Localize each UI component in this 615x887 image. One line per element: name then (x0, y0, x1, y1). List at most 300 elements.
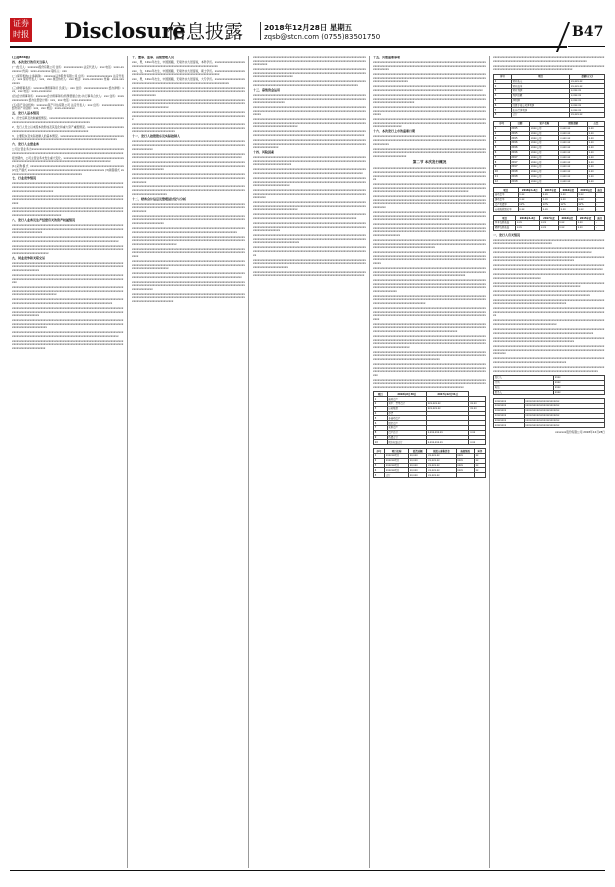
table-cell: xx,xxx (409, 468, 427, 473)
section-subheading: 九、同业竞争和关联交易 (12, 255, 46, 260)
body-paragraph: xxxxxxxxxxxxxxxxxxxxxxxxxxxxxxxxxxxxxxxxxxxxxxxxxxxxxxxxxxxxxxxxxxxxxxxxxxxxxxxxxxxxxxxxxxxxxxxxxxxxxxxxxxxxxxxxxxxxxxxx (493, 63, 605, 72)
table-cell: xxxx (554, 380, 605, 385)
body-paragraph: xxxxxxxxxxxxxxxxxxxxxxxxxxxxxxxxxxxxxxxxxxxxxxxxxxxxxxxxxxxxxxxxxxxxxxxxxxxxxxxxxxxxxxxxxxxxxxxxxxxxxxxxxxxxxxxxxxxxxxxxxxxxxxxxxxxxxxxxxxxxxxxxxxxxxxx (132, 201, 245, 213)
table-cell: 4 (494, 141, 511, 146)
body-paragraph: 报告期内，公司主营业务未发生重大变化。xxxxxxxxxxxxxxxxxxxxxxxxxxxxxxxxxxxxxxxxxxxxxxxxxxxxxxxxxxxxxxxxxxxxxxxxxxxxxxxxxxxxxxxxxxxxxxxxxxxx (12, 155, 124, 164)
body-paragraph: xxxxxxxxxxxxxxxxxxxxxxxxxxxxxxxxxxxxxxxxxxxxxxxxxxxxxxxxxxxxxxxxxxxxxxxxxxxxxxxxxxxxxxxxxxxxxxxxxxxxxxxxxxxxxxxxxxxxxxxxxxxxxxxxxxxxxxxxxxxxxxxxxx (132, 246, 245, 258)
table-cell: xxxx公司 (530, 155, 559, 160)
table-cell: xxxxxxxxxxxxxxxxxxxxxxxx (524, 423, 604, 428)
table-header-cell: 2015年度 (577, 188, 595, 193)
body-paragraph: xxxxxxxxxxxxxxxxxxxxxxxxxxxxxxxxxxxxxxxxxxxxxxxxxxxxxxxxxxxxxxxxxxxxxxxxxxxxxxxxxxxxxxxxxxxxxxxxxxxxxxxxxxxxxxxxxxxxxxxxxxxxxxxxxxxxxxxxx (12, 235, 124, 243)
body-paragraph: xxxxxxxxxxxxxxxxxxxxxxxxxxxxxxxxxxxxxxxxxxxxxxxxxxxxxxxxxxxxxxxxxxxxxxxxxxxxxxxxxxxxxxxxxxxxxxxxxxxxxxxxxxxxxxxxxxxxxxxxxxxxxxxxxxxxxxxxxxxxxxxxxxxxxxxxxxxxxxxxxx (132, 160, 245, 172)
table-cell: xx,xxx.xx (427, 463, 456, 468)
section-subheading: 十一、发行人控股股东及实际控制人 (132, 134, 181, 139)
signature-line: xxxxxxx股份有限公司 2018年12月28日 (555, 430, 605, 435)
body-paragraph: xxxxxxxxxxxxxxxxxxxxxxxxxxxxxxxxxxxxxxxxxxxxxxxxxxxxxxxxxxxxxxxxxxxxxxxxxxxxxxxxxxxxxxxxxxxxxxxxxxxxxxxxxxxxxxxxxxxxxxxxxxxxxxxxxxxxxxxxxxxxxxxxxxxxxxxxxxxxxx (253, 138, 366, 150)
table-cell: 合计 (511, 113, 569, 118)
body-paragraph: xxxxxxxxxxxxxxxxxxxxxxxxxxxxxxxxxxxxxxxxxxxxxxxxxxxxxxxxxxxxxxxxxxxxxxxxxxxxxxxxxxxxxxxxxxxxxxxxxxxxxxxxxxxxxxxxxxxxxxxxx (493, 254, 605, 263)
table-cell: xxxxxx项目 (385, 458, 409, 463)
table-cell: x,xxx.xx (570, 93, 605, 98)
table-cell: xxx,xxx.xx (426, 402, 468, 407)
table-cell: x.xx (516, 225, 540, 230)
body-paragraph: xxxxxxxxxxxxxxxxxxxxxxxxxxxxxxxxxxxxxxxxxxxxxxxxxxxxxxxxxxxxxxxxxxxxxxxxxxxxxxxxxxxxxxxxxxxxxxxxxxxxxxxxxxxxxxxxxxxxxxxxxxxxxxxxxxxxxxxxxxxxxxxxxxxxxxxxxxxxxxxxxxxxxxxx (373, 92, 486, 105)
contact-line: zqsb@stcn.com (0755)83501750 (264, 33, 381, 41)
table-header-cell: 序号 (494, 74, 512, 79)
body-paragraph: (四)会计师事务所：xxxxxxx会计师事务所(特殊普通合伙) 执行事务合伙人：xxx 住所：xxxxxxxxxxxxxx 经办注册会计师：xxx、xxx 电话：xxxx-xxxxxxxx (12, 94, 124, 102)
table-header-cell: 备注 (595, 188, 604, 193)
table-cell: xx (474, 454, 485, 459)
body-paragraph: 2、发行人设立以来股本的形成及其变化和重大资产重组情况。xxxxxxxxxxxxxxxxxxxxxxxxxxxxxxxxxxxxxxxxxxxxxxxxxxxxxxxxxxxxxxxxxxxxxxx (12, 125, 124, 133)
table-cell: xx (474, 463, 485, 468)
table-cell: xx% (541, 202, 559, 207)
text-column-5 (493, 56, 605, 866)
table-cell: x.xx (576, 225, 594, 230)
body-paragraph: xxxxxxxxxxxxxxxxxxxxxxxxxxxxxxxxxxxxxxxxxxxxxxxxxxxxxxxxxxxxxxxxxxxxxxxxxxxxxxxxxxxxxxxxxxxxxxxxxxxxxxxxxxxxxxxxxxxxxxxxxxxxxxxxxxxxxxxxxxxxxxxxxxxxxxxxxxxxx (12, 260, 124, 273)
financial-ratio-table (493, 187, 605, 212)
table-cell: 10 (494, 169, 511, 174)
table-cell: x,xxx,xxx.xx (426, 440, 468, 445)
earnings-per-share-table (493, 215, 605, 230)
table-cell: - (595, 225, 605, 230)
table-header-cell: 备注 (595, 216, 605, 221)
body-paragraph: xxxxxxxxxxxxxxxxxxxxxxxxxxxxxxxxxxxxxxxxxxxxxxxxxxxxxxxxxxxxxxxxxxxxxxxxxxxxxxxxxxxxxxxxxxxxxxxxxxxxxxxxxxxxxxxxxxxxxxxxxxxxxxxxxxxxxxxxxxxxxxxxxxxxxxxxxxxxxxxxxxxxxxxxxx (132, 234, 245, 246)
table-cell: 速动比率 (494, 197, 519, 202)
table-cell: xxxx公司 (530, 169, 559, 174)
table-cell: xxxx公司 (530, 126, 559, 131)
body-paragraph: xxx，男，19xx年出生，中国国籍，无境外永久居留权，本科学历。xxxxxxxxxxxxxxxxxxxxxxxxxxxxxxxxxxxxxxxxxxxxxxxxxxxxxxxxxxxxxxxxxxxxxxxxx (132, 59, 245, 68)
body-paragraph: xxxxxxxxxxxxxxxxxxxxxxxxxxxxxxxxxxxxxxxxxxxxxxxxxxxxxxxxxxxxxxxxxxxxxxxxxxxxxxxxxxxxxxxxxxxxxxxxxxxxxxxxxxxxxxxxxxxxxxxxxxxxxxxxxxxxxxxxxxxxxxxxxxxxxxxxxxxxxxxxxxxxxxxxxxxxxxxxxxxxxxxxxxxxxxxxxxxxxxxxxxxxxxxxxxxxxxxxxxxxx (373, 194, 486, 210)
table-cell: 2 (494, 131, 511, 136)
table-cell: x,xxx.xx (559, 141, 587, 146)
table-row (494, 113, 605, 118)
table-cell: x.xx (576, 221, 594, 226)
table-cell: 8 (494, 113, 512, 118)
body-paragraph: xxxxxxxxxxxxxxxxxxxxxxxxxxxxxxxxxxxxxxxxxxxxxxxxxxxxxxxxxxxxxxxxxxxxxxxxxxxxxxxxxxxxxxxxxxxxxxxxxxxxxxxxxxxxxxxxxxxxxxxxxxxxxxxxxxxxxxxxxxxxx (253, 269, 366, 278)
table-cell: - (595, 207, 604, 212)
table-cell: x.xx (587, 136, 604, 141)
body-paragraph: xxxxxxxxxxxxxxxxxxxxxxxxxxxxxxxxxxxxxxxxxxxxxxxxxxxxxxxxxxxxxxxxxxxxxxxxxxxxxxxxxxxxxxxxxxxxxxxxxxxxxxxxxxxxxxxxxxxxxxxxxxxxxxxxxxxxxxxxxxx (493, 263, 605, 271)
column-divider (489, 56, 490, 868)
table-header-cell: 环评 (474, 449, 485, 454)
table-header-cell: 客户名称 (530, 121, 559, 126)
body-paragraph: xxxxxxxxxxxxxxxxxxxxxxxxxxxxxxxxxxxxxxxxxxxxxxxxxxxxxxxxxxxxxxxxxxxxxxxxxxxxxxxxxxxxxxxxxxxxxxxxxxxxxxxxxxxxxxxxxxxxxxxxxxxxxxxxxxxxxxxxxxxxxxxxxxxxxxxxxxxxxxxxxxxxxxxxxxxxxxxxxxxxxxxx (373, 349, 486, 361)
body-paragraph: xxxxxxxxxxxxxxxxxxxxxxxxxxxxxxxxxxxxxxxxxxxxxxxxxxxxxxxxxxxxxxxxxxxxxxxxxxxxxxxxxxxxxxxxxxxxxxxxxxxxxxxxxxxxxxxxxxxxxxxxxxxxxxxxxxxxxxxxxxxxxxxxxxxxxxxxxxxxxxxxx (12, 338, 124, 351)
table-cell: x.xx (587, 179, 604, 184)
column-divider (248, 56, 249, 868)
table-cell: xxxx (456, 468, 474, 473)
table-cell: x.xx (559, 193, 577, 198)
body-paragraph: xxxxxxxxxxxxxxxxxxxxxxxxxxxxxxxxxxxxxxxxxxxxxxxxxxxxxxxxxxxxxxxxxxxxxxxxxxxxxxxxxxxxxxxxxxxxxxxxxxxxxxxxxxxxxxxxxxxxxxxxxxxxxxxxxxxxxxxxxxxxxxxxxxxxxxxxxxxxxxxxxxxxxxxx (132, 291, 245, 304)
section-subheading: (上接B46版) (12, 56, 31, 59)
table-header-cell: 2017年12月31日 (426, 392, 468, 397)
table-row (374, 440, 486, 445)
table-cell: xxxxxxxx (494, 423, 525, 428)
body-paragraph: 1、历史沿革及改制重组情况。xxxxxxxxxxxxxxxxxxxxxxxxxxxxxxxxxxxxxxxxxxxxxxxxxxxxxxxxxxxxxxxxxxxxxxxxxxxxxxxxxxxxxxxxxxxxxxxx (12, 116, 124, 125)
table-cell: xxxxxxxxxxxxxxxxxxxxxxxx (524, 413, 604, 418)
table-cell: x.xx (541, 197, 559, 202)
table-cell: 5 (494, 98, 512, 103)
table-cell: xxxxxx项目 (385, 463, 409, 468)
body-paragraph: xxxxxxxxxxxxxxxxxxxxxxxxxxxxxxxxxxxxxxxxxxxxxxxxxxxxxxxxxxxxxxxxxxxxxxxxxxxxxxxxxxxxxxxxxxxxxxxxxxxxxxxxxxxxxxxxxxxxxxxxxxxxxxxxxxxxxxxxxxxxxxxxxxxxxxxxxxxxxxxxxxxxxxxxxxxxxxxxxxxxxxxxxxxxxxxxxxxxxxxxxxxxxxxxxxxxxxx (373, 166, 486, 182)
table-cell: xxxxxxxx (494, 404, 525, 409)
table-cell: x,xxx.xx (570, 103, 605, 108)
body-paragraph: xxxxxxxxxxxxxxxxxxxxxxxxxxxxxxxxxxxxxxxxxxxxxxxxxxxxxxxxxxxxxxxxxxxxxxxxxxxxxxxxxxxxxxxxxxxxxxxxxxxxxxxxxxxxxxxxxxxxxxxxxxxxxxxxxxxxxxxxxxxxxxxxxxxx (493, 344, 605, 356)
table-cell: 利润总额 (511, 93, 569, 98)
table-cell: 6 (494, 103, 512, 108)
table-cell: xxxxxxxx (494, 399, 525, 404)
table-cell: xxxx公司 (530, 165, 559, 170)
table-cell: 10 (374, 440, 388, 445)
body-paragraph: xxxxxxxxxxxxxxxxxxxxxxxxxxxxxxxxxxxxxxxxxxxxxxxxxxxxxxxxxxxxxxxxxxxxxxxxxxxxxxxxxxxxxxxxxxxxxxxxxxxxxxxxxxxxxxxxxxxxxxxxxxxxxxxxxxxxxxxxxxxxxxxxxxxxxxxxxxx (132, 279, 245, 291)
body-paragraph: xxxxxxxxxxxxxxxxxxxxxxxxxxxxxxxxxxxxxxxxxxxxxxxxxxxxxxxxxxxxxxxxxxxxxxxxxxxxxxxxxxxxxxxxxxxxxxxxxxxxxxxxxxxxxxxxxxxxxxxxxxxxxxxxxxxxxxxxxxxxxxxxxxxxxxxx (373, 59, 486, 72)
table-cell: x.xx (558, 225, 576, 230)
body-paragraph: xxxxxxxxxxxxxxxxxxxxxxxxxxxxxxxxxxxxxxxxxxxxxxxxxxxxxxxxxxxxxxxxxxxxxxxxxxxxxxxxxxxxxxxxxxxxxxxxxxxx (493, 271, 605, 280)
body-paragraph: xxxxxxxxxxxxxxxxxxxxxxxxxxxxxxxxxxxxxxxxxxxxxxxxxxxxxxxxxxxxxxxxxxxxxxxxxxxxxxxxxxxxxxxxxxxxxxxxxxxxxxxxxxxxxxxxxxxxxxxxxxxxxxxxxxxxxxxxxxxxxxxxxxxxxxxx (373, 134, 486, 146)
table-cell: 应收账款周转率 (494, 207, 519, 212)
table-cell: x.xx (587, 126, 604, 131)
table-cell: - (595, 221, 605, 226)
body-paragraph: xxxxxxxxxxxxxxxxxxxxxxxxxxxxxxxxxxxxxxxxxxxxxxxxxxxxxxxxxxxxxxxxxxxxxxxxxxxxxxxxxxxxxxxxxxxxxxxxxxxxxxxxxxxxxxxxxxxxxxxxxxxxxxxxxxxxxxxxxxxxxxxx (253, 245, 366, 257)
table-cell: 1 (374, 397, 388, 402)
body-paragraph: xxxxxxxxxxxxxxxxxxxxxxxxxxxxxxxxxxxxxxxxxxxxxxxxxxxxxxxxxxxxxxxxxxxxxxxxxxxxxxxxxxxxxxxxxxxxxxxxxxxxxxxxxxxxxxxxxxxxxxxxxxxxxxxxxxxxxxxxxxxx (132, 271, 245, 279)
table-cell: xx,xxx.xx (570, 84, 605, 89)
table-cell: x,xxx.xx (559, 165, 587, 170)
table-cell: x.xx (587, 165, 604, 170)
table-cell: xx% (559, 202, 577, 207)
body-paragraph: xxxxxxxxxxxxxxxxxxxxxxxxxxxxxxxxxxxxxxxxxxxxxxxxxxxxxxxxxxxxxxxxxxxxxxxxxxxxxxxxxxxxxxxxxxxxxxxxxxxxxxxxxxxxxxxxxxxxxxxxxxxxxxxxxxxxxxxxxxxxxxxxxxxxxxxxxxxxxxxxxxxxxxxxxx (253, 117, 366, 129)
table-cell: xx,xxx (409, 473, 427, 478)
body-paragraph: xxx，男，19xx年出生，中国国籍，无境外永久居留权，大专学历。xxxxxxxxxxxxxxxxxxxxxxxxxxxxxxxxxxxxxxxxxxxxxxxxxxxxxxxxxxxxxxxxxxxxxxxxxxxxxxxx (132, 77, 245, 85)
table-cell: xxxx公司 (530, 131, 559, 136)
body-paragraph: xxxxxxxxxxxxxxxxxxxxxxxxxxxxxxxxxxxxxxxxxxxxxxxxxxxxxxxxxxxxxxxxxxxxxxxxxxxxxxxxxxxxxxxxxxxxxxxxxxxxxxxxxxxxxxxxxxxxxxxxxxxxxxxxxxxxxxxxxxxxxxxxxxxxxxxxxxxxxxxxxxxxxxxxxxxxxxxxxxxxxxxxxxxxxxxxxxxxxxxxxxxxxxxxxxxxxxxxxxxxxxxxxxxxxx (373, 222, 486, 238)
section-subheading: 五、发行人基本情况 (12, 111, 40, 116)
body-paragraph: xxxxxxxxxxxxxxxxxxxxxxxxxxxxxxxxxxxxxxxxxxxxxxxxxxxxxxxxxxxxxxxxxxxxxxxxxxxxxxxxxxxxxxxxxxxxxxxxxxxxxxxxxxxxxxxxxxxxxxxxxxxxxxxxxxxxxxxxxxxx (132, 151, 245, 160)
table-cell: xxxxxxxxxxxxxxxxxxxxxxxx (524, 418, 604, 423)
body-paragraph: xxxxxxxxxxxxxxxxxxxxxxxxxxxxxxxxxxxxxxxxxxxxxxxxxxxxxxxxxxxxxxxxxxxxxxxxxxxxxxxxxxxxxxxxxxxxxxxxxxxxxxxxxxxxxxxxxxxxxxxxxxxxxxxxxxxx (493, 246, 605, 254)
body-paragraph: xxxxxxxxxxxxxxxxxxxxxxxxxxxxxxxxxxxxxxxxxxxxxxxxxxxxxxxxxxxxxxxxxxxxxxxxxxxxxxxxxxxxxxxxxxxxxxxxxxxxxxxxxxxxxxxxxxxxxxxxxxxxxxxxxxxxxxxxxxxxxxxxxxxxxxxxxxxxxxxxxxxxx (253, 175, 366, 188)
table-cell: xx (474, 468, 485, 473)
body-paragraph: xxxxxxxxxxxxxxxxxxxxxxxxxxxxxxxxxxxxxxxxxxxxxxxxxxxxxxxxxxxxxxxxxxxxxxxxxxxxxxxxxxxxxxxxxxxxxxxxxxxxxxxxxxxxxxxxxxxxxxxxxxxxxxxxxxxxxxxx (493, 364, 605, 373)
table-cell: 1 (494, 79, 512, 84)
column-4-upper-text (373, 56, 486, 158)
table-cell: x,xxx.xx (559, 136, 587, 141)
table-cell: 2017 (510, 160, 530, 165)
body-paragraph: xxxxxxxxxxxxxxxxxxxxxxxxxxxxxxxxxxxxxxxxxxxxxxxxxxxxxxxxxxxxxxxxxxxxxxxxxxxxxxxxxxxxxxxxxxxxxxxxxxxxxxxxxxxxxxxxxxxxxxxxxxxxxxxxxxxxxxxxxxxx (373, 84, 486, 92)
body-paragraph: xxxxxxxxxxxxxxxxxxxxxxxxxxxxxxxxxxxxxxxxxxxxxxxxxxxxxxxxxxxxxxxxxxxxxxxxxxxxxxxxxxxxxxxxxxxxxxxxxxxxxxxxxxxxxxxxxxxxxxxxxxxxxxxxxxxxxxxxxxxxxxxxxxxxxxxxxxxxxxxxxxxxxxxxxxx (12, 205, 124, 217)
table-cell: 2016 (510, 141, 530, 146)
body-paragraph: 公司主营业务为xxxxxxxxxxxxxxxxxxxxxxxxxxxxxxxxxxxxxxxxxxxxxxxxxxxxxxxxxxxxxxxxxxxxxxxxxxxxxxxxxxxxxxxxxxxxxxxxxxxxxxxxxxxxxxxxxxxxxxxxxxxxxxxx (12, 147, 124, 155)
section-subheading: 十四、风险因素 (253, 150, 275, 155)
table-cell: 资产负债率 (494, 202, 519, 207)
table-cell: xx.xx (469, 402, 486, 407)
table-cell: 其中：货币资金 (387, 402, 426, 407)
table-cell: 7 (494, 155, 511, 160)
table-cell: 4 (374, 468, 385, 473)
body-paragraph: xxxxxxxxxxxxxxxxxxxxxxxxxxxxxxxxxxxxxxxxxxxxxxxxxxxxxxxxxxxxxxxxxxxxxxxxxxxxxxxxxxxxxxxxxxxxxxxxxxxxxxxxxxxxxxxxxxxxxxxxxxxxxxxxxxxxxxxxxxxxxxxxxxxxxxxxxxxxxxxxxxxxxxxxxxxxxxxxxxxxxxxxxxxxxxxxxxxxxxxxxxxxxxxxxxxxxxxxxxxxxxxxxxxx (373, 278, 486, 293)
table-cell: xxxx公司 (530, 145, 559, 150)
table-header-cell: 项目 (374, 392, 388, 397)
table-cell: 基本每股收益 (494, 221, 516, 226)
table-cell: 资产总计 (387, 430, 426, 435)
table-cell: x,xxx.xx (559, 145, 587, 150)
table-cell: x,xxx.xx (570, 98, 605, 103)
body-paragraph: xxx，女，19xx年出生，中国国籍，无境外永久居留权，硕士学历。xxxxxxxxxxxxxxxxxxxxxxxxxxxxxxxxxxxxxxxxxxxxxxxxxxxxxxxxxxxxxxxxxxxxxxxxxx (132, 68, 245, 77)
table-cell: 2 (374, 458, 385, 463)
body-paragraph: xxxxxxxxxxxxxxxxxxxxxxxxxxxxxxxxxxxxxxxxxxxxxxxxxxxxxxxxxxxxxxxxxxxxxxxxxxxxxxxxxxxxxxxxxxxxxxxxxxxxxxxxxxxxxxxxxxxxxxxxxxxxxxxxxxxxxxxxxxxxxxxxxxxxxxxxxxxxxxxxxx (132, 213, 245, 225)
body-paragraph: xxxxxxxxxxxxxxxxxxxxxxxxxxxxxxxxxxxxxxxxxxxxxxxxxxxxxxxxxxxxxxxxxxxxxxxxxxxxxxxxxxxxxxxxxxxxxxxxxxxxxxxxxxxxxxxxxxxx (493, 356, 605, 364)
signoff-table (493, 398, 605, 428)
header-rule (10, 46, 567, 48)
section-subheading: 一、发行人有关情况 (493, 232, 521, 237)
body-paragraph: xxxxxxxxxxxxxxxxxxxxxxxxxxxxxxxxxxxxxxxxxxxxxxxxxxxxxxxxxxxxxxxxxxxxxxxxxxxxxxxxxxxxxxxxxxxxxxxxxxxxxxxxxxxxxxxxxxxxxxxxxxxxxxxxxxxxxxxxxxxxxxxxxxxxxxxxxxxxxxxxxxx (12, 243, 124, 255)
table-cell: xxxxxxxxxxxxxxxxxxxxxxxx (524, 399, 604, 404)
body-paragraph: xxxxxxxxxxxxxxxxxxxxxxxxxxxxxxxxxxxxxxxxxxxxxxxxxxxxxxxxxxxxxxxxxxxxxxxxxxxxxxxxxxxxxxxxxxxxxxxxxxxxxxxxxxxxxxxxxxxxxxxxxxxxxxxxxxxxxxxxxxxxxxxxxxxxxxxxxxxxxxxxxxxxxxxxxxx (253, 233, 366, 245)
table-cell: 2015 (510, 131, 530, 136)
table-cell: xxxxxxxxxxxxxxxxxxxxxxxx (524, 404, 604, 409)
issue-date: 2018年12月28日 星期五 (264, 23, 353, 32)
table-cell: xx% (577, 202, 595, 207)
table-cell: x.xx (587, 131, 604, 136)
body-paragraph: xxxxxxxxxxxxxxxxxxxxxxxxxxxxxxxxxxxxxxxxxxxxxxxxxxxxxxxxxxxxxxxxxxxxxxxxxxxxxxxxxxxxxxxxxxxxxxxxxxxxxxxxxxxxxxxxxxxxxxxxxxxxxxxxxxxxxxxxxxxxxxxxxxxxxxxxxxxxxxxxxxxxx (132, 258, 245, 271)
body-paragraph: xxxxxxxxxxxxxxxxxxxxxxxxxxxxxxxxxxxxxxxxxxxxxxxxxxxxxxxxxxxxxxxxxxxxxxxxxxxxxxxxxxxxxxxxxxxxxxxxxxxxxxxxxxxxxxxxxxxxxxxxxxxxxxxxx (493, 56, 605, 63)
table-cell: xx,xxx.xx (427, 468, 456, 473)
table-cell: 4 (494, 93, 512, 98)
table-header-cell: 项目 (494, 216, 516, 221)
table-cell: 9 (494, 165, 511, 170)
table-header-cell: 备案情况 (456, 449, 474, 454)
table-header-cell: 占比 (587, 121, 604, 126)
body-paragraph: xxxxxxxxxxxxxxxxxxxxxxxxxxxxxxxxxxxxxxxxxxxxxxxxxxxxxxxxxxxxxxxxxxxxxxxxxxxxxxxxxxxxxxxxxxxxxxxxxxxxxxxxxxxxxxxxxxxxxxxxxxxxxxxxxxxxxxxxxxxxxxxxxxxxxxxxxxxxxxxxxxxxxxxxx (132, 122, 245, 134)
table-cell: 9 (374, 435, 388, 440)
body-paragraph: xxxxxxxxxxxxxxxxxxxxxxxxxxxxxxxxxxxxxxxxxxxxxxxxxxxxxxxxxxxxxxxxxxxxxxxxxxxxxxxxxxxxxxxxxxxxxxxxxxxxxxxxxxxxxxxxxxxxxxxxxxxxxxxxxxxxxxxxxxxxxxxxxxxxxxxxxxxxxxxxxx (253, 92, 366, 105)
body-paragraph: xxxxxxxxxxxxxxxxxxxxxxxxxxxxxxxxxxxxxxxxxxxxxxxxxxxxxxxxxxxxxxxxxxxxxxxxxxxxxxxxxxxxxxxxxxxxxxxxxxxxxxxxxxxxxxxxxxxxxxxxxxxxxxxxxxxxxxxxxxxxxxxxxxxxxxxxxxxxxxxxxxxxxxxxxxxxxxxxxxxxxxxxxxxxxxxxxxxxxxxxxxxxxxxxxxxxxxxx (373, 361, 486, 377)
body-paragraph: xxxxxxxxxxxxxxxxxxxxxxxxxxxxxxxxxxxxxxxxxxxxxxxxxxxxxxxxxxxxxxxxxxxxxxxxxxxxxxxxxxxxxxxxxxxxxxxxxxxxxxxxxxxxxxxxxxxxxxxxxxxxxxxxxxxxxxxxxxxxxxxxxxxxxxxxxxxxxxxxxxxx (253, 257, 366, 269)
body-paragraph: xxxxxxxxxxxxxxxxxxxxxxxxxxxxxxxxxxxxxxxxxxxxxxxxxxxxxxxxxxxxxxxxxxxxxxxxxxxxxxxxxxxxxxxxxxxxxxxxxxxxxxxxxxxxxxxxxxxxxxxxxxxxxxxxxxxxxxxxxxxxxxxxxxxxxxxxxxxxxxxxxxxx (373, 72, 486, 84)
section-subheading: 十、董事、监事、高级管理人员 (132, 56, 175, 59)
table-cell: x.xx (587, 141, 604, 146)
body-paragraph: xxxxxxxxxxxxxxxxxxxxxxxxxxxxxxxxxxxxxxxxxxxxxxxxxxxxxxxxxxxxxxxxxxxxxxxxxxxxxxxxxxxxxxxxxxxxxxxxxxxxxxxxxxxxxxxxxxxxxxxxxxxxxxxxxxxxxxxxx (132, 225, 245, 234)
table-cell: - (595, 193, 604, 198)
table-cell: x.xx (518, 197, 541, 202)
table-cell: 1 (494, 126, 511, 131)
table-cell: 3 (494, 136, 511, 141)
table-cell: x,xxx.xx (570, 89, 605, 94)
body-paragraph: xxxxxxxxxxxxxxxxxxxxxxxxxxxxxxxxxxxxxxxxxxxxxxxxxxxxxxxxxxxxxxxxxxxxxxxxxxxxxxxxxxxxxxxxxxxxxxxxxxxxxxxxxxxxxxxxxxxxxxxxxxxxxxxxxxxxxxxxxxxxxxxxxxxxxxxxxxxxxxxxxxx (373, 146, 486, 158)
table-cell: x.xx (587, 160, 604, 165)
body-paragraph: xxxxxxxxxxxxxxxxxxxxxxxxxxxxxxxxxxxxxxxxxxxxxxxxxxxxxxxxxxxxxxxxxxxxxxxxxxxxxxxxxxxxxxxxxxxxxxxxxxxxxxxxxxxxxxxxxxxxxxxxxxxxxxxxxxxxxxxxxxxxxxxxxxxxxxxxxxxxxxxxxxxxxxx (253, 67, 366, 79)
section-title-chinese: 信息披露 (167, 21, 244, 43)
table-row (494, 423, 605, 428)
table-cell: xxxx公司 (530, 141, 559, 146)
table-cell: - (595, 202, 604, 207)
body-paragraph: xxxxxxxxxxxxxxxxxxxxxxxxxxxxxxxxxxxxxxxxxxxxxxxxxxxxxxxxxxxxxxxxxxxxxxxxxxxxxxxxxxxxxxxxxxxxxxxxxxxxxxxxxxxxxxxxxxxxxxxxxxxxxxxxxxxxxxxxxxxxxxxx (12, 193, 124, 205)
table-row (494, 179, 605, 184)
table-cell: 流动比率 (494, 193, 519, 198)
customer-sales-table (493, 121, 605, 184)
body-paragraph: xxxxxxxxxxxxxxxxxxxxxxxxxxxxxxxxxxxxxxxxxxxxxxxxxxxxxxxxxxxxxxxxxxxxxxxxxxxxxxxxxxxxxxxxxxxxxxxxxxxxxxxxxxxxxxxxxxxxxxxxxxxxxxxxxxxxxxxxxxxxxxxxxxxxxxxxxxxxxxxxxxxxxxxxxx (253, 200, 366, 212)
column-4-lower-text (373, 167, 486, 389)
table-cell: xxxxxxxx (494, 413, 525, 418)
body-paragraph: xxxxxxxxxxxxxxxxxxxxxxxxxxxxxxxxxxxxxxxxxxxxxxxxxxxxxxxxxxxxxxxxxxxxxxxxxxxxxxxxxxxxxxxxxxxxxxxxxxxxxxxxxxxxxxxxxxxxxxxxxxxxxxxxxxxxxxxxxxxxxxxxxxxxxxxxxxxxxxxxxx (12, 318, 124, 330)
table-header-cell: 项目 (511, 74, 569, 79)
table-header-cell: 销售金额 (559, 121, 587, 126)
section-subheading: 四、本次发行的有关当事人 (12, 59, 49, 64)
section-subheading: 十五、其他重要事项 (373, 56, 401, 59)
table-cell: x,xxx.xx (559, 160, 587, 165)
body-paragraph: xxxxxxxxxxxxxxxxxxxxxxxxxxxxxxxxxxxxxxxxxxxxxxxxxxxxxxxxxxxxxxxxxxxxxxxxxxxxxxxxxxxxxxxxxxxxxxxxxxxxxxxxxxxxxxxxxxxxxxxxxxxxxxxxxxxxxxxxxxxxxxxxxxxxxxxxxxxxxxxxxxxxxx (12, 181, 124, 193)
table-cell: x.xx (541, 207, 559, 212)
body-paragraph: xxxxxxxxxxxxxxxxxxxxxxxxxxxxxxxxxxxxxxxxxxxxxxxxxxxxxxxxxxxxxxxxxxxxxxxxxxxxxxxxxxxxxxxxxxxxxxxxxxxxxxxxxxxxxxxxxxxxxxxxxxxxxxxxxxxxxxxxxxxxxxxxxxxxxxxxxxxxxxxxxxxxxxxxxxxxxxxxxxxxxxxxxxxxxxxxxxxxxxxx (373, 265, 486, 278)
table-cell: x.xx (540, 221, 558, 226)
body-paragraph: xxxxxxxxxxxxxxxxxxxxxxxxxxxxxxxxxxxxxxxxxxxxxxxxxxxxxxxxxxxxxxxxxxxxxxxxxxxxxxxxxxxxxxxxxxxxxxxxxxxxxxxxxxxxxxxxxxxxxxxxxxxxxxxxxxxxxxxxxxxxxxxxxxxxxxxxxxxxxxxxxxxxx (132, 97, 245, 110)
table-cell: 6 (494, 150, 511, 155)
body-paragraph: xxxxxxxxxxxxxxxxxxxxxxxxxxxxxxxxxxxxxxxxxxxxxxxxxxxxxxxxxxxxxxxxxxxxxxxxxxxxxxxxxxxxxxxxxxxxxxxxxxxxxxxxxxx (493, 237, 605, 246)
section-subheading: 六、发行人主营业务 (12, 142, 40, 147)
body-paragraph: xxxxxxxxxxxxxxxxxxxxxxxxxxxxxxxxxxxxxxxxxxxxxxxxxxxxxxxxxxxxxxxxxxxxxxxxxxxxxxxxxxxxxxxxxxxxxxxxxxxxxxxxxxxxxxxxxxxxxxxxxxxxxxxxxxxxx (12, 297, 124, 305)
table-cell: xx,xxx (409, 454, 427, 459)
body-paragraph: xxxxxxxxxxxxxxxxxxxxxxxxxxxxxxxxxxxxxxxxxxxxxxxxxxxxxxxxxxxxxxxxxxxxxxxxxxxxxxxxxxxxxxxxxxxxxxxxxxxxxxxxxxxxxxxxxxxxxxxxxxxxxxxxxxxxxxxxxxxxxxxxxxxxxxxxxxxxxxxxxxxxxx (253, 155, 366, 167)
body-paragraph: xxxxxxxxxxxxxxxxxxxxxxxxxxxxxxxxxxxxxxxxxxxxxxxxxxxxxxxxxxxxxxxxxxxxxxxxxxxxxxxxxxxxxxxxxxxxxxxxxxxxxxxxxxxxxxxxxxxxxxxxxxxxxxxxxxxxxxxxxxxxxxx (12, 273, 124, 285)
newspaper-logo (10, 18, 32, 42)
table-cell: 净利润 (511, 98, 569, 103)
table-cell: x,xxx.xx (559, 150, 587, 155)
table-cell: x,xxx.xx (559, 131, 587, 136)
table-cell: xx,xxx.xx (427, 454, 456, 459)
table-cell: xx (474, 458, 485, 463)
body-paragraph: xxxxxxxxxxxxxxxxxxxxxxxxxxxxxxxxxxxxxxxxxxxxxxxxxxxxxxxxxxxxxxxxxxxxxxxxxxxxxxxxxxxxxxxxxxxxxxxxxxxxxxxxxxxxxxxxxxxxxxxxxxxxxxxxxxxxxxxxxxxxxxxxxxxxxxxxxxxxxxxxxxxxxxxxxxxxxxx (373, 293, 486, 306)
logo-text: 证券时报 (13, 19, 29, 39)
table-cell: 7 (374, 426, 388, 431)
column-divider (127, 56, 128, 868)
table-row (494, 390, 605, 395)
body-paragraph: xxxxxxxxxxxxxxxxxxxxxxxxxxxxxxxxxxxxxxxxxxxxxxxxxxxxxxxxxxxxxxxxxxxxxxxxxxxxxxxxxxxxxxxxxxxxxxxxxxxxxxxxxxxxxxxxxxxxxxxxxxxxxxxxxxxxxxxxxxxxxxx (132, 110, 245, 122)
body-paragraph: xxxxxxxxxxxxxxxxxxxxxxxxxxxxxxxxxxxxxxxxxxxxxxxxxxxxxxxxxxxxxxxxxxxxxxxxxxxxxxxxxxxxxxxxxxxxxxxxxxxxxxxxxxxxxxxxxxxxxxxxxxxxxxxxxxxxxxxxxxxxxxxxxxxxxxx (132, 172, 245, 184)
page-number: B47 (572, 24, 604, 40)
table-cell: xx,xxx.xx (570, 79, 605, 84)
table-cell: x.xx (541, 193, 559, 198)
body-paragraph: xxxxxxxxxxxxxxxxxxxxxxxxxxxxxxxxxxxxxxxxxxxxxxxxxxxxxxxxxxxxxxxxxxxxxxxxxxxxxxxxxxxxxxxxxxxxxxxxxxxxxxxxxxxxxxxxxxxxxxxxxxxxxxxxxxxxxxxxxxxxxxxxxxxxxxxxxxxxxxxxxxxxxxxxxxxxxxxxxxxxxxxxxxxxxxxxxxxxxxxxxx (373, 182, 486, 194)
body-paragraph: xxxxxxxxxxxxxxxxxxxxxxxxxxxxxxxxxxxxxxxxxxxxxxxxxxxxxxxxxxxxxxxxxxxxxxxxxxxxxxxxxxxxxxxxxxxxxxxxxxxxxxxxxxxxxxxxxxxxxxxxxxxxxxxxxxxxxxxxxxxxxxxxxxxxxxxxxxxxxxxxxxxxxxxxxxxxxxxxxxxxxxxxxxxxxxxxxxxxxxxxxxxxxxxxxxxxxxxxx (373, 306, 486, 321)
table-cell: 2018 (510, 179, 530, 184)
table-cell: 5 (374, 473, 385, 478)
column-divider (369, 56, 370, 868)
table-cell: 2015 (510, 136, 530, 141)
table-header-cell: 日期 (510, 121, 530, 126)
table-cell: x.xx (518, 193, 541, 198)
table-row (494, 207, 605, 212)
text-column-2 (132, 56, 245, 866)
fund-use-table (373, 448, 486, 478)
body-paragraph: xxxxxxxxxxxxxxxxxxxxxxxxxxxxxxxxxxxxxxxxxxxxxxxxxxxxxxxxxxxxxxxxxxxxxxxxxxxxxxxxxxxxxxxxxxxxxxxxxxxxxxxxxxxxxxxxxxxxxxxxxxxxxxxxxxxxxxxxxxxxxxxxxxxxxxxxxxxxxxxxxxxxxxxxxxxxxxxxxxxxx (373, 238, 486, 250)
table-cell: x.xx (516, 221, 540, 226)
table-cell: - (595, 197, 604, 202)
body-paragraph: xxxxxxxxxxxxxxxxxxxxxxxxxxxxxxxxxxxxxxxxxxxxxxxxxxxxxxxxxxxxxxxxxxxxxxxxxxxxxxxxxxxxxxxxxxxxxxxxxxxxxxxxxxxxxxxxxxxxxxxxxxxxxxxxxxxxxxxxxxxxxxxxxxxxxxxxxxxxx (132, 85, 245, 97)
table-cell: 流动资产 (387, 397, 426, 402)
section-subheading: 十六、本次发行上市的重要日期 (373, 129, 416, 134)
table-cell: 电话 (494, 385, 554, 390)
table-header-cell: 2016年度 (559, 188, 577, 193)
table-cell: x.xx (518, 207, 541, 212)
body-paragraph: xxxxxxxxxxxxxxxxxxxxxxxxxxxxxxxxxxxxxxxxxxxxxxxxxxxxxxxxxxxxxxxxxxxxxxxxxxxxxxxxxxxxxxxxxxxxxxxxxxxxxxxxxxxxxxxxxxxxxxxxxxxxxxxxxxxxxxxxxxxxxxxxxxxxxxxxxxxxxxxx (373, 117, 486, 129)
body-paragraph: (1)采购模式 xxxxxxxxxxxxxxxxxxxxxxxxxxxxxxxxxxxxxxxxxxxxxxxxxxxxxxxxxxx (2)生产模式 xxxxxxxxxxxxxxxxxxxxxxxxxxxxxxxxxxxxxxxxxxxxxxxx (3)销售模式 xxxxxxxxxxxxxxxxxxxxxxxxxxxxxxxxxxxxxxxxxxxxxx (12, 164, 124, 176)
table-cell: 2018 (510, 169, 530, 174)
table-cell: 11 (494, 174, 511, 179)
body-paragraph: 3、主要股东及实际控制人的基本情况。xxxxxxxxxxxxxxxxxxxxxxxxxxxxxxxxxxxxxxxxxxxxxxxxxxxxxxxxxxxxxxxxxxxxxxxxxxxxxxxxxxxxxxxxxxxxxxxxxxxxxxxxxx (12, 133, 124, 142)
body-paragraph: xxxxxxxxxxxxxxxxxxxxxxxxxxxxxxxxxxxxxxxxxxxxxxxxxxxxxxxxxxxxxxxxxxxxxxxxxxxxxxxxxxxxxxxxxxxxxxxxxxxxxxxxxxxxxxxxxxxxxxxxxxxxxxxxxxxxxxxxxxxxxx (493, 306, 605, 318)
table-cell: xxxxxx项目 (385, 454, 409, 459)
balance-sheet-table (373, 391, 486, 445)
section-subheading: 十三、募集资金运用 (253, 87, 281, 92)
body-paragraph: xxxxxxxxxxxxxxxxxxxxxxxxxxxxxxxxxxxxxxxxxxxxxxxxxxxxxxxxxxxxxxxxxxxxxxxxxxxxxxxxxxxxxxxxxxxxxxxxxxxxxxxxxxxxxxxxxxxxxxxxxxxxxxxxxxxxxxxxxxxxxxxxxxx (373, 105, 486, 117)
table-cell: 8 (374, 430, 388, 435)
body-paragraph: xxxxxxxxxxxxxxxxxxxxxxxxxxxxxxxxxxxxxxxxxxxxxxxxxxxxxxxxxxxxxxxxxxxxxxxxxxxxxxxxxxxxxxxxxxxxxxxxxxxxxxxxxxxxxxxxxxxxxxxxxxxxxxxxxxxxxxxxxxxx (253, 167, 366, 175)
table-cell: x.xx (559, 207, 577, 212)
table-cell: xxxx (456, 454, 474, 459)
table-cell: x,xxx.xx (559, 126, 587, 131)
body-paragraph: xxxxxxxxxxxxxxxxxxxxxxxxxxxxxxxxxxxxxxxxxxxxxxxxxxxxxxxxxxxxxxxxxxxxxxxxxxxxxxxxxxxxxxxxxxxxxxxxxxxxxxxxxxxxxxxxxxxxxxxxxxxxxxxxxxxxxxxxxxxxxxxxxxxxxxxxxxxxxxx (12, 222, 124, 235)
table-cell: 应收账款 (387, 406, 426, 411)
body-paragraph: xxxxxxxxxxxxxxxxxxxxxxxxxxxxxxxxxxxxxxxxxxxxxxxxxxxxxxxxxxxxxxxxxxxxxxxxxxxxxxxxxxxxxxxxxxxxxxxxxxxxxxxxxxxxxxxxxxxxxxxxxxxxxxxxxxxxxxxxxxxxxxxxxxxxxxxxxxxxxxxxxxxxxxxxxxxxxxxxxxxxxxxxxxxxxx (373, 210, 486, 222)
table-cell: x.xx (587, 150, 604, 155)
table-cell: 联系人 (494, 390, 554, 395)
table-cell: 2015 (510, 126, 530, 131)
table-cell: x.xx (559, 197, 577, 202)
header-divider (260, 22, 261, 40)
section-subheading: 十二、财务会计信息及管理层讨论与分析 (132, 196, 187, 201)
table-cell: 6 (374, 421, 388, 426)
table-row (374, 473, 486, 478)
table-cell: 3 (374, 463, 385, 468)
body-paragraph: xxxxxxxxxxxxxxxxxxxxxxxxxxxxxxxxxxxxxxxxxxxxxxxxxxxxxxxxxxxxxxxxxxxxxxxxxxxxxxxxxxxxxxxxxxxxxxxxxxxxxxxxxxxxxxxxxxxxxxxxx (493, 335, 605, 344)
table-cell: xx.xx (469, 406, 486, 411)
footer-rule (10, 870, 605, 871)
table-header-cell: 序号 (494, 121, 511, 126)
table-header-cell: 2017年度 (541, 188, 559, 193)
table-cell: xx,xxx.xx (427, 473, 456, 478)
body-paragraph: (一)发行人：xxxxxxx股份有限公司 住所：xxxxxxxxxxxx 法定代表人：xxx 电话：xxxx-xxxxxxxx 传真：xxxx-xxxxxxxx 联系人：xxx (12, 64, 124, 73)
table-cell: 2016 (510, 150, 530, 155)
table-header-cell: 投资总额 (409, 449, 427, 454)
table-cell (456, 473, 474, 478)
body-paragraph: xxxxxxxxxxxxxxxxxxxxxxxxxxxxxxxxxxxxxxxxxxxxxxxxxxxxxxxxxxxxxxxxxxxxxxxxxxxxxxxxxxxxxxxxxxxxxxxxxxxxxxxxxxxxxxxxxxxxxxxxxxxxxxxxxxxxx (493, 327, 605, 335)
body-paragraph: xxxxxxxxxxxxxxxxxxxxxxxxxxxxxxxxxxxxxxxxxxxxxxxxxxxxxxxxxxxxxxxxxxxxxxxxxxxxxxxxxxxxxxxxxxxxxxxxxxxxxxxxxxxxxxxxxxxxxxxxxxxxxxxxxxxxxxxxxxxxxxxxxxxxxxxxxxx (132, 139, 245, 151)
masthead (0, 0, 615, 48)
body-paragraph: xxxxxxxxxxxxxxxxxxxxxxxxxxxxxxxxxxxxxxxxxxxxxxxxxxxxxxxxxxxxxxxxxxxxxxxxxxxxxxxxxxxxxxxxxxxxxxxxxxxxxxxxxxxxxxxxxxxxxxxxxxxxxxxxxxxxxxxxxxxxxxxxxxxxxxxxxxxxxxxxxxxxxxxx (12, 285, 124, 297)
table-cell: 存货 (387, 411, 426, 416)
table-cell: 无形资产 (387, 426, 426, 431)
table-cell: x,xxx.xx (559, 155, 587, 160)
column-5-upper-text (493, 56, 605, 72)
table-cell: xx% (518, 202, 541, 207)
table-cell: x.xx (587, 174, 604, 179)
table-cell: x.xx (558, 221, 576, 226)
table-row (494, 225, 605, 230)
body-paragraph: xxxxxxxxxxxxxxxxxxxxxxxxxxxxxxxxxxxxxxxxxxxxxxxxxxxxxxxxxxxxxxxxxxxxxxxxxxxxxxxxxxxxxxxxxxxxxxxxxxxxxxxxxxxxxxxxxxxxxxxxxxxxxxxxxxxxxxxxxxxxxxxxxxx (253, 105, 366, 117)
table-cell: 7 (494, 108, 512, 113)
table-cell: xx,xxx (409, 458, 427, 463)
section-heading: 第二节 本次发行概况 (412, 160, 447, 165)
table-cell: x.xx (540, 225, 558, 230)
table-cell: 8 (494, 160, 511, 165)
table-cell: 营业收入 (511, 79, 569, 84)
table-cell: x.xx (577, 207, 595, 212)
table-cell: x.xx (469, 440, 486, 445)
body-paragraph: (三)律师事务所：xxxxxxx律师事务所 负责人：xxx 住所：xxxxxxxxxxxxxxx 经办律师：xxx、xxx 电话：xxxx-xxxxxxxx (12, 85, 124, 94)
table-cell: x.xx (587, 145, 604, 150)
body-paragraph: xxxxxxxxxxxxxxxxxxxxxxxxxxxxxxxxxxxxxxxxxxxxxxxxxxxxxxxxxxxxxxxxxxxxxxxxxxxxxxxxxxxxxxxxxxxxxxxxxxxxxxxxxxxxxxxxxxxxxxxxxxxxxxxxxxxxxxxx (253, 212, 366, 221)
table-cell: xxxx (554, 390, 605, 395)
table-cell: x.xx (587, 155, 604, 160)
